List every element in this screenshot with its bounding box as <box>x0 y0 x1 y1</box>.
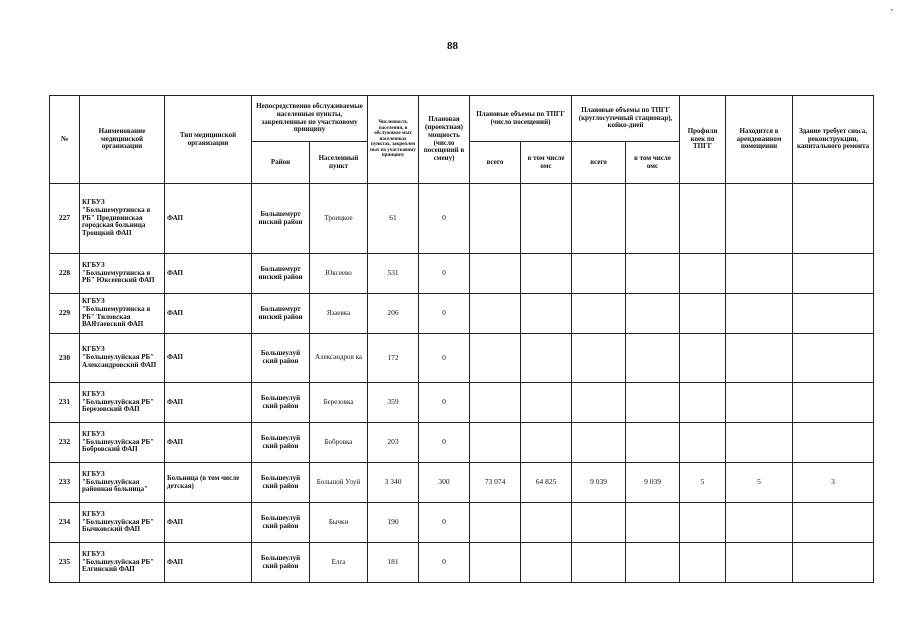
cell-needs-repair <box>793 254 874 294</box>
cell-bed-days-oms <box>626 423 680 463</box>
cell-visits-oms <box>521 383 572 423</box>
cell-bed-days-oms: 9 039 <box>626 463 680 503</box>
cell-bed-days-oms <box>626 334 680 383</box>
cell-org-type: ФАП <box>165 503 252 543</box>
cell-bed-profiles <box>680 503 726 543</box>
cell-visits-total <box>470 334 521 383</box>
cell-visits-total <box>470 294 521 334</box>
cell-org-name: КГБУЗ "Большемуртинска я РБ" Тиловская ВАЯтаевский ФАП <box>80 294 165 334</box>
cell-population: 3 340 <box>368 463 419 503</box>
cell-rented-premises <box>726 423 793 463</box>
header-direct: Непосредственно обслуживаемые населенные пункты, закрепленные по участковому принципу <box>252 96 368 142</box>
cell-bed-days-total <box>572 383 626 423</box>
cell-population: 61 <box>368 184 419 254</box>
cell-bed-days-total <box>572 184 626 254</box>
cell-visits-total <box>470 423 521 463</box>
cell-capacity: 0 <box>419 383 470 423</box>
cell-org-name: КГБУЗ "Большеулуйская РБ" Бычковский ФАП <box>80 503 165 543</box>
cell-visits-oms: 64 825 <box>521 463 572 503</box>
cell-population: 181 <box>368 543 419 583</box>
cell-visits-total <box>470 254 521 294</box>
table-row <box>50 543 874 583</box>
cell-bed-profiles: 5 <box>680 463 726 503</box>
header-beds: Профили коек по ТПГГ <box>680 96 726 184</box>
cell-capacity: 0 <box>419 543 470 583</box>
cell-visits-oms <box>521 294 572 334</box>
cell-visits-total <box>470 383 521 423</box>
cell-settlement: Юксеево <box>310 254 368 294</box>
cell-needs-repair <box>793 334 874 383</box>
cell-bed-days-total <box>572 294 626 334</box>
cell-org-name: КГБУЗ "Большемуртинска я РБ" Предивинская городская больница Троицкий ФАП <box>80 184 165 254</box>
cell-population: 359 <box>368 383 419 423</box>
cell-row-number: 234 <box>50 503 80 543</box>
cell-org-name: КГБУЗ "Большеулуйская РБ" Александровский ФАП <box>80 334 165 383</box>
cell-bed-profiles <box>680 294 726 334</box>
cell-row-number: 227 <box>50 184 80 254</box>
cell-visits-oms <box>521 184 572 254</box>
cell-org-type: ФАП <box>165 184 252 254</box>
cell-org-type: ФАП <box>165 294 252 334</box>
cell-org-type: Больница (в том числе детская) <box>165 463 252 503</box>
header-type: Тип медицинской организации <box>165 96 252 184</box>
cell-bed-days-total <box>572 543 626 583</box>
cell-settlement: Троицкое <box>310 184 368 254</box>
header-org: Наименование медицинской организации <box>80 96 165 184</box>
cell-bed-profiles <box>680 334 726 383</box>
table-row <box>50 423 874 463</box>
cell-visits-oms <box>521 543 572 583</box>
cell-district: Большеулуй ский район <box>252 503 310 543</box>
cell-district: Большемурт инский район <box>252 294 310 334</box>
cell-bed-profiles <box>680 254 726 294</box>
cell-bed-days-oms <box>626 503 680 543</box>
page-number: 88 <box>447 40 458 52</box>
cell-needs-repair <box>793 383 874 423</box>
cell-population: 190 <box>368 503 419 543</box>
cell-bed-days-oms <box>626 543 680 583</box>
cell-settlement: Александров ка <box>310 334 368 383</box>
cell-row-number: 235 <box>50 543 80 583</box>
header-bed-oms: в том числе омс <box>626 142 680 184</box>
cell-bed-days-total: 9 039 <box>572 463 626 503</box>
cell-visits-total <box>470 503 521 543</box>
table-row <box>50 463 874 503</box>
cell-needs-repair <box>793 543 874 583</box>
cell-visits-total <box>470 184 521 254</box>
cell-org-type: ФАП <box>165 334 252 383</box>
cell-org-name: КГБУЗ "Большеулуйская РБ" Березовский ФАП <box>80 383 165 423</box>
cell-capacity: 0 <box>419 334 470 383</box>
cell-org-type: ФАП <box>165 383 252 423</box>
cell-row-number: 229 <box>50 294 80 334</box>
header-no: № <box>50 96 80 184</box>
header-capacity: Плановая (проектная) мощность (число посещений в смену) <box>419 96 470 184</box>
cell-population: 206 <box>368 294 419 334</box>
table-row <box>50 294 874 334</box>
cell-needs-repair: 3 <box>793 463 874 503</box>
cell-needs-repair <box>793 184 874 254</box>
cell-needs-repair <box>793 294 874 334</box>
cell-org-name: КГБУЗ "Большеулуйская РБ" Бобровский ФАП <box>80 423 165 463</box>
cell-bed-profiles <box>680 423 726 463</box>
table-row <box>50 254 874 294</box>
cell-org-type: ФАП <box>165 254 252 294</box>
cell-visits-oms <box>521 503 572 543</box>
cell-org-name: КГБУЗ "Большеулуйская районная больница" <box>80 463 165 503</box>
cell-rented-premises <box>726 383 793 423</box>
header-vol-visits: Плановые объемы по ТПГГ (число посещений) <box>470 96 572 142</box>
cell-org-type: ФАП <box>165 423 252 463</box>
cell-rented-premises <box>726 543 793 583</box>
cell-population: 203 <box>368 423 419 463</box>
cell-district: Большемурт инский район <box>252 254 310 294</box>
cell-capacity: 0 <box>419 254 470 294</box>
cell-settlement: Бычки <box>310 503 368 543</box>
cell-capacity: 0 <box>419 294 470 334</box>
header-district: Район <box>252 142 310 184</box>
cell-row-number: 228 <box>50 254 80 294</box>
cell-bed-days-total <box>572 503 626 543</box>
header-visits-total: всего <box>470 142 521 184</box>
facilities-table <box>49 95 874 583</box>
cell-settlement: Елга <box>310 543 368 583</box>
cell-bed-days-oms <box>626 184 680 254</box>
cell-org-name: КГБУЗ "Большеулуйская РБ" Елгинский ФАП <box>80 543 165 583</box>
cell-bed-profiles <box>680 184 726 254</box>
cell-rented-premises <box>726 334 793 383</box>
corner-mark: , <box>890 2 893 12</box>
cell-visits-total <box>470 543 521 583</box>
header-bed-total: всего <box>572 142 626 184</box>
cell-district: Большеулуй ский район <box>252 463 310 503</box>
cell-rented-premises <box>726 294 793 334</box>
table-row <box>50 383 874 423</box>
cell-visits-total: 73 074 <box>470 463 521 503</box>
cell-bed-days-total <box>572 334 626 383</box>
cell-rented-premises <box>726 503 793 543</box>
cell-bed-days-oms <box>626 383 680 423</box>
cell-bed-days-oms <box>626 254 680 294</box>
cell-capacity: 0 <box>419 184 470 254</box>
cell-rented-premises <box>726 184 793 254</box>
cell-district: Большемурт инский район <box>252 184 310 254</box>
cell-district: Большеулуй ский район <box>252 334 310 383</box>
header-vol-bed: Плановые объемы по ТПГГ (круглосуточный стационар), койко-дней <box>572 96 680 142</box>
header-rented: Находится в арендованном помещении <box>726 96 793 184</box>
cell-bed-days-oms <box>626 294 680 334</box>
cell-district: Большеулуй ский район <box>252 543 310 583</box>
cell-population: 531 <box>368 254 419 294</box>
cell-needs-repair <box>793 423 874 463</box>
cell-org-name: КГБУЗ "Большемуртинска я РБ" Юксеевский ФАП <box>80 254 165 294</box>
table-body <box>50 184 874 583</box>
cell-settlement: Березовка <box>310 383 368 423</box>
header-repair: Здание требует сноса, реконструкции, капитального ремонта <box>793 96 874 184</box>
cell-needs-repair <box>793 503 874 543</box>
table-row <box>50 334 874 383</box>
cell-population: 172 <box>368 334 419 383</box>
cell-district: Большеулуй ский район <box>252 383 310 423</box>
cell-rented-premises: 5 <box>726 463 793 503</box>
cell-org-type: ФАП <box>165 543 252 583</box>
cell-row-number: 231 <box>50 383 80 423</box>
header-visits-oms: в том числе омс <box>521 142 572 184</box>
cell-visits-oms <box>521 254 572 294</box>
cell-capacity: 300 <box>419 463 470 503</box>
cell-row-number: 230 <box>50 334 80 383</box>
cell-bed-profiles <box>680 383 726 423</box>
cell-row-number: 232 <box>50 423 80 463</box>
cell-capacity: 0 <box>419 503 470 543</box>
table-row <box>50 184 874 254</box>
cell-rented-premises <box>726 254 793 294</box>
cell-bed-days-total <box>572 254 626 294</box>
header-settlement: Населенный пункт <box>310 142 368 184</box>
cell-settlement: Бобровка <box>310 423 368 463</box>
cell-settlement: Большой Улуй <box>310 463 368 503</box>
cell-bed-profiles <box>680 543 726 583</box>
cell-visits-oms <box>521 334 572 383</box>
header-population: Численность населения, в обслуживае мых населенных пунктах, закреплен ных по участковому принципу <box>368 96 419 184</box>
cell-settlement: Язаевка <box>310 294 368 334</box>
cell-visits-oms <box>521 423 572 463</box>
table-row <box>50 503 874 543</box>
cell-bed-days-total <box>572 423 626 463</box>
cell-row-number: 233 <box>50 463 80 503</box>
cell-district: Большеулуй ский район <box>252 423 310 463</box>
cell-capacity: 0 <box>419 423 470 463</box>
